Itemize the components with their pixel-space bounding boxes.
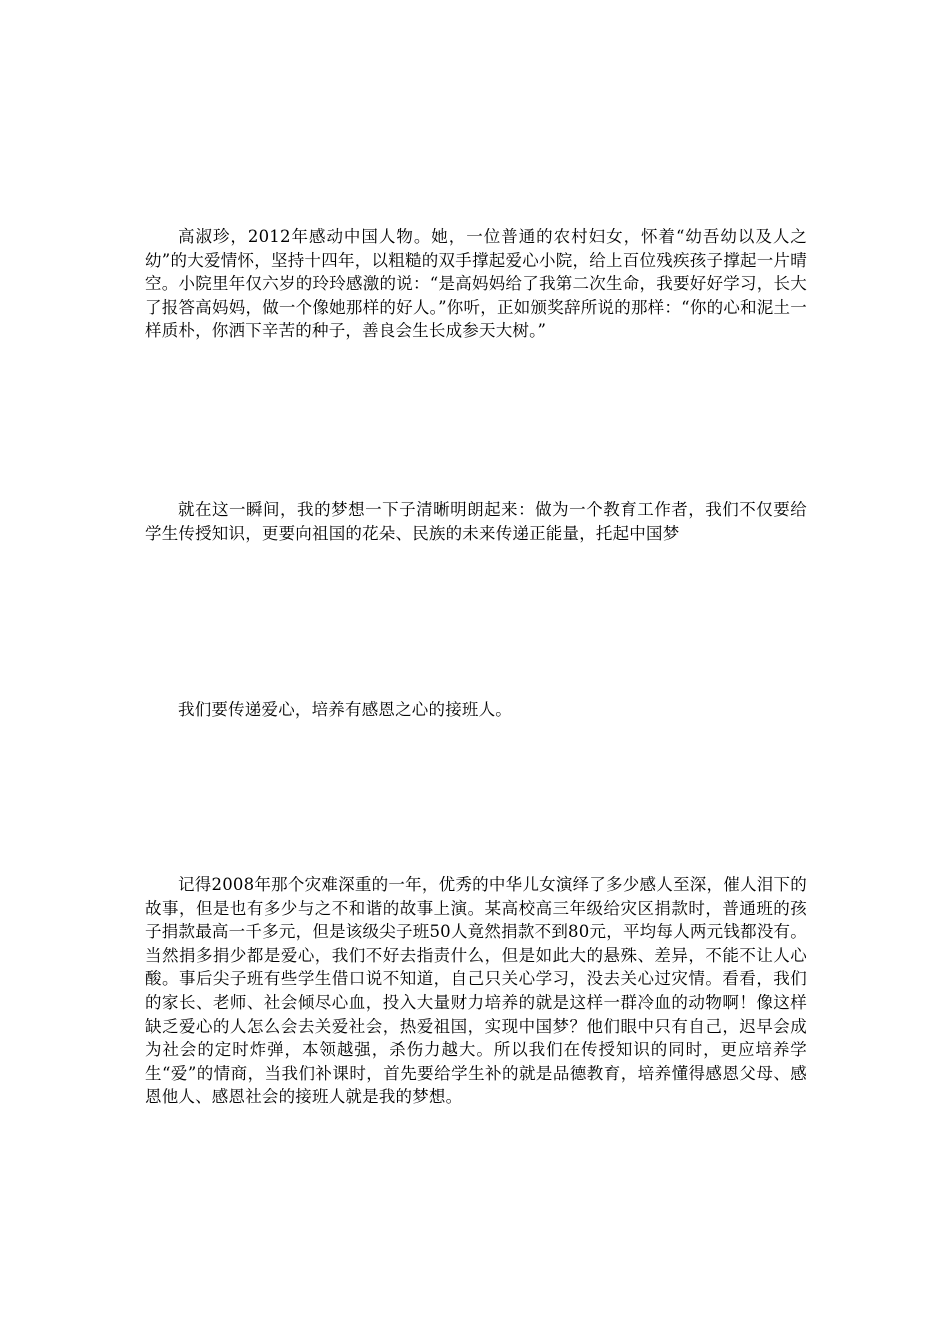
paragraph-2008-donation-story: 记得2008年那个灾难深重的一年，优秀的中华儿女演绎了多少感人至深，催人泪下的故事，但是也有多少与之不和谐的故事上演。某高校高三年级给灾区捐款时，普通班的孩子捐款最高一千多元，但是该级尖子班50人竟然捐款不到80元，平均每人两元钱都没有。当然捐多捐少都是爱心，我们不好去指责什么，但是如此大的悬殊、差异，不能不让人心酸。事后尖子班有些学生借口说不知道，自己只关心学习，没去关心过灾情。看看，我们的家长、老师、社会倾尽心血，投入大量财力培养的就是这样一群冷血的动物啊！像这样缺乏爱心的人怎么会去关爱社会，热爱祖国，实现中国梦？他们眼中只有自己，迟早会成为社会的定时炸弹，本领越强，杀伤力越大。所以我们在传授知识的同时，更应培养学生“爱”的情商，当我们补课时，首先要给学生补的就是品德教育，培养懂得感恩父母、感恩他人、感恩社会的接班人就是我的梦想。 [145, 875, 807, 1107]
paragraph-gao-shuzhen: 高淑珍，2012年感动中国人物。她，一位普通的农村妇女，怀着“幼吾幼以及人之幼”的大爱情怀，坚持十四年，以粗糙的双手撑起爱心小院，给上百位残疾孩子撑起一片晴空。小院里年仅六岁的玲玲感激的说：“是高妈妈给了我第二次生命，我要好好学习，长大了报答高妈妈，做一个像她那样的好人。”你听，正如颁奖辞所说的那样：“你的心和泥土一样质朴，你洒下辛苦的种子，善良会生长成参天大树。” [145, 227, 807, 341]
paragraph-pass-on-love: 我们要传递爱心，培养有感恩之心的接班人。 [178, 700, 512, 719]
paragraph-dream-clarified: 就在这一瞬间，我的梦想一下子清晰明朗起来：做为一个教育工作者，我们不仅要给学生传授知识，更要向祖国的花朵、民族的未来传递正能量，托起中国梦 [145, 500, 807, 543]
